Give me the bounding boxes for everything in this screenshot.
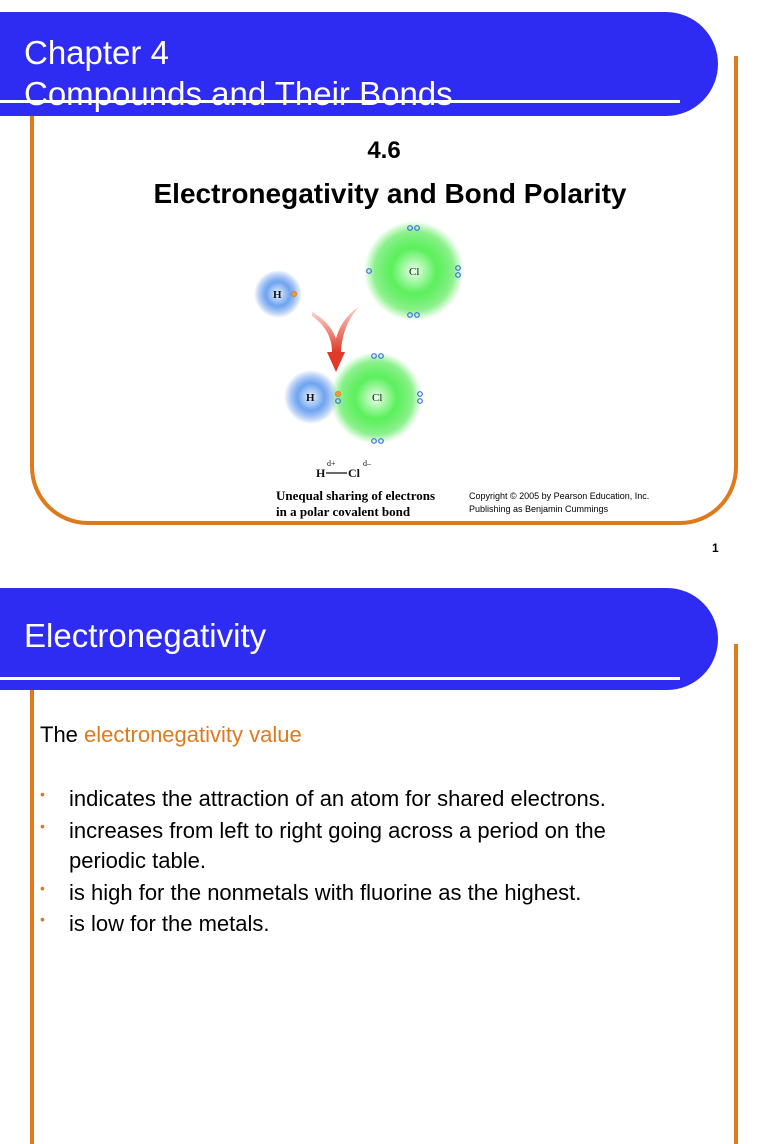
section-number: 4.6 (367, 137, 401, 164)
intro-prefix: The (40, 722, 85, 747)
bond-cl-symbol: Cl (348, 466, 360, 480)
delta-minus: d– (363, 459, 371, 468)
page-number: 1 (712, 541, 719, 555)
bullet-icon: • (40, 911, 45, 927)
bullet-icon: • (40, 786, 45, 802)
copyright-line-2: Publishing as Benjamin Cummings (469, 504, 609, 514)
bullet-icon: • (40, 817, 45, 834)
section-title: Electronegativity and Bond Polarity (153, 178, 627, 209)
caption-line-2: in a polar covalent bond (276, 504, 411, 519)
copyright-line-1: Copyright © 2005 by Pearson Education, Inc. (469, 491, 650, 501)
list-item (40, 909, 680, 940)
chapter-title-line-1: Chapter 4 (24, 34, 169, 71)
cl-atom-label: Cl (409, 266, 420, 278)
bullet-text: is high for the nonmetals with fluorine as the highest. (69, 879, 582, 905)
copyright-notice (469, 490, 649, 516)
list-item (40, 878, 680, 909)
chapter-title (24, 32, 453, 114)
banner-underline (0, 677, 680, 680)
bullet-list (40, 784, 680, 941)
caption-line-1: Unequal sharing of electrons (276, 488, 436, 503)
h-bond-atom-label: H (306, 392, 315, 404)
slide-title: Electronegativity (24, 617, 267, 654)
chlorine-atom-top (364, 221, 464, 321)
delta-plus: d+ (327, 459, 336, 468)
bond-h-symbol: H (316, 466, 326, 480)
intro-text (40, 722, 302, 748)
bullet-text: indicates the attraction of an atom for shared electrons. (69, 786, 606, 811)
hcl-molecule (284, 352, 422, 444)
bullet-text: increases from left to right going across a period on the periodic table. (69, 817, 606, 873)
cl-bond-atom-label: Cl (372, 392, 383, 404)
chapter-title-line-2: Compounds and Their Bonds (24, 75, 453, 112)
h-atom-label: H (273, 289, 282, 301)
figure-caption (276, 488, 435, 520)
list-item (40, 784, 680, 815)
hydrogen-atom-top (254, 270, 302, 318)
slide-2 (0, 588, 768, 1024)
polar-bond-notation (316, 459, 372, 480)
slide-1 (0, 0, 768, 560)
intro-highlight: electronegativity value (84, 722, 302, 747)
hcl-polar-bond-diagram (240, 212, 500, 524)
bullet-text: is low for the metals. (69, 911, 270, 936)
bullet-icon: • (40, 879, 45, 896)
list-item (40, 816, 680, 877)
